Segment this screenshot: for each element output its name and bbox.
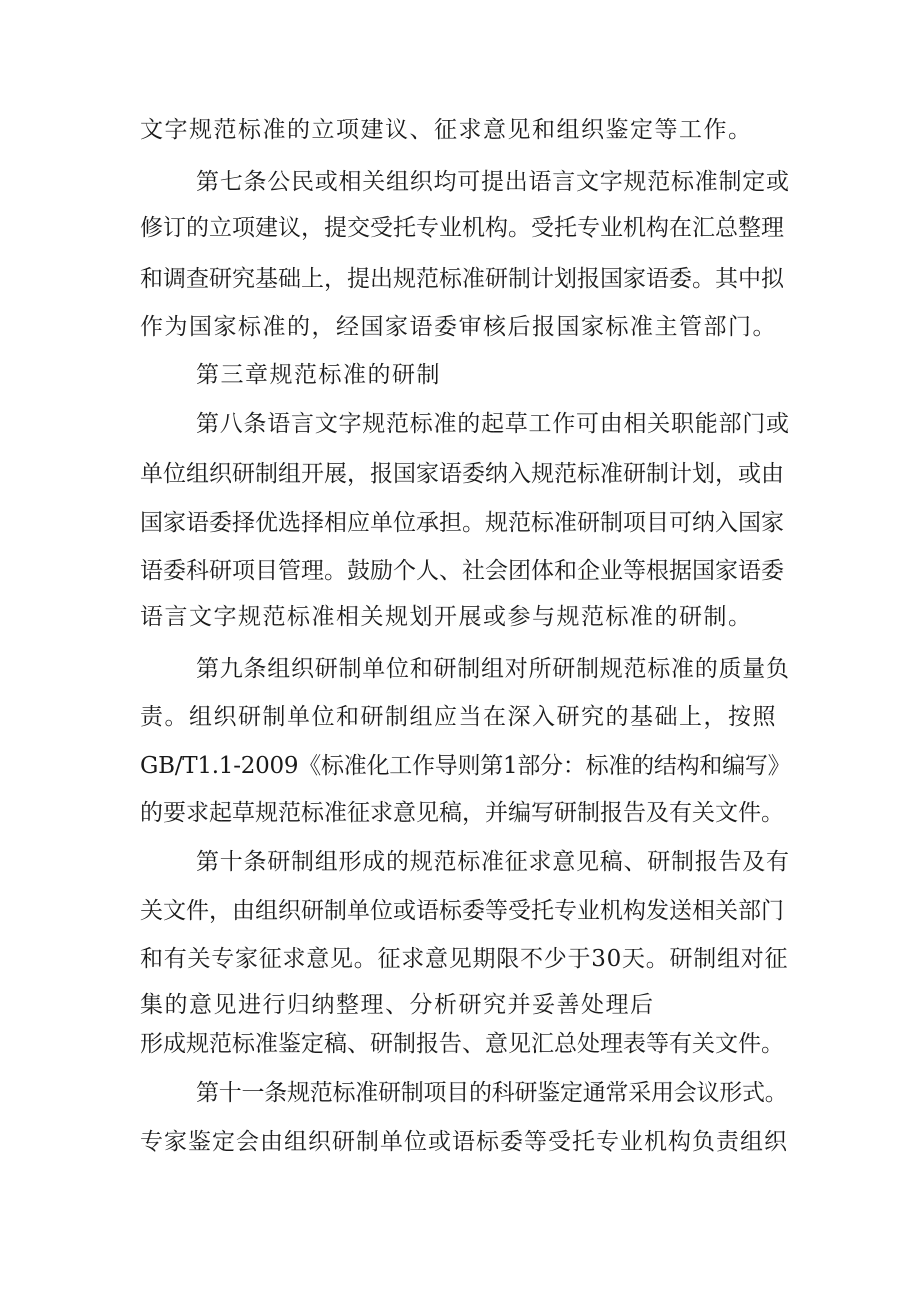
text-line: 第八条语言文字规范标准的起草工作可由相关职能部门或 (196, 411, 790, 437)
text-line: 第十条研制组形成的规范标准征求意见稿、研制报告及有 (196, 849, 790, 875)
text-line: 语言文字规范标准相关规划开展或参与规范标准的研制。 (140, 604, 753, 630)
text-line: GB/T1.1-2009《标准化工作导则第1部分：标准的结构和编写》 (140, 753, 791, 779)
text-line: 和有关专家征求意见。征求意见期限不少于30天。研制组对征 (140, 946, 789, 972)
text-line: 修订的立项建议，提交受托专业机构。受托专业机构在汇总整理 (140, 215, 784, 241)
text-line: 形成规范标准鉴定稿、研制报告、意见汇总处理表等有关文件。 (140, 1031, 784, 1057)
text-line: 和调查研究基础上，提出规范标准研制计划报国家语委。其中拟 (140, 266, 784, 292)
chapter-heading: 第三章规范标准的研制 (196, 362, 441, 388)
text-line: 专家鉴定会由组织研制单位或语标委等受托专业机构负责组织 (140, 1129, 788, 1155)
text-line: 第十一条规范标准研制项目的科研鉴定通常采用会议形式。 (196, 1080, 788, 1106)
text-line: 文字规范标准的立项建议、征求意见和组织鉴定等工作。 (140, 117, 753, 143)
text-line: 作为国家标准的，经国家语委审核后报国家标准主管部门。 (140, 314, 777, 340)
text-line: 第九条组织研制单位和研制组对所研制规范标准的质量负 (196, 656, 790, 682)
text-line: 责。组织研制单位和研制组应当在深入研究的基础上，按照 (140, 704, 777, 730)
text-line: 国家语委择优选择相应单位承担。规范标准研制项目可纳入国家 (140, 510, 784, 536)
text-line: 语委科研项目管理。鼓励个人、社会团体和企业等根据国家语委 (140, 558, 784, 584)
text-line: 单位组织研制组开展，报国家语委纳入规范标准研制计划，或由 (140, 461, 784, 487)
text-line: 的要求起草规范标准征求意见稿，并编写研制报告及有关文件。 (140, 800, 784, 826)
text-line: 第七条公民或相关组织均可提出语言文字规范标准制定或 (196, 169, 790, 195)
text-line: 集的意见进行归纳整理、分析研究并妥善处理后 (140, 992, 655, 1018)
text-line: 关文件，由组织研制单位或语标委等受托专业机构发送相关部门 (140, 898, 784, 924)
